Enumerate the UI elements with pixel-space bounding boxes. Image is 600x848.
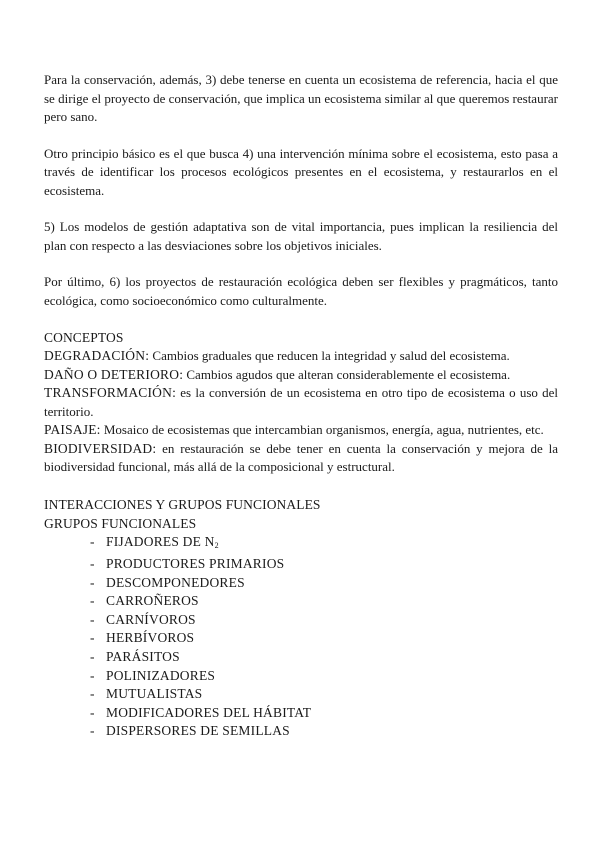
list-item-text: MODIFICADORES DEL HÁBITAT [106, 704, 312, 720]
paragraph-reference-ecosystem: Para la conservación, además, 3) debe tenerse en cuenta un ecosistema de referencia, hacia el que se dirige el proyecto de conservación, que implica un ecosistema similar al que queremos restaurar pero sano. [44, 72, 558, 124]
list-item [44, 685, 558, 704]
dash-bullet: - [90, 574, 95, 590]
concept-definition: es la conversión de un ecosistema en otro tipo de ecosistema o uso del territorio. [44, 385, 559, 419]
interactions-heading: INTERACCIONES Y GRUPOS FUNCIONALES [44, 496, 321, 512]
concept-item [44, 421, 558, 440]
functional-groups-section [44, 495, 558, 742]
list-item [44, 611, 558, 630]
concept-definition: en restauración se debe tener en cuenta la conservación y mejora de la biodiversidad funcional, más allá de la composicional y estructural. [44, 440, 558, 474]
concept-definition: Mosaico de ecosistemas que intercambian organismos, energía, agua, nutrientes, etc. [103, 422, 544, 437]
subscript-text: 2 [214, 540, 219, 550]
concept-item [44, 347, 558, 366]
concept-term: BIODIVERSIDAD: [44, 440, 157, 456]
list-item [44, 722, 558, 741]
paragraph-adaptive-management: 5) Los modelos de gestión adaptativa son de vital importancia, pues implican la resiliencia del plan con respecto a las desviaciones sobre los objetivos iniciales. [44, 219, 558, 253]
dash-bullet: - [90, 593, 95, 609]
concept-item [44, 366, 558, 385]
concept-definition: Cambios agudos que alteran considerablemente el ecosistema. [186, 366, 511, 382]
list-item-text: POLINIZADORES [106, 667, 216, 683]
paragraph-minimal-intervention: Otro principio básico es el que busca 4) una intervención mínima sobre el ecosistema, esto pasa a través de identificar los procesos ecológicos presentes en el ecosistema, y restaurarlos en el ecosistema. [44, 145, 558, 198]
list-item-text: CARROÑEROS [106, 593, 199, 609]
concept-term: PAISAJE: [44, 422, 101, 437]
dash-bullet: - [90, 611, 95, 627]
list-item-text: HERBÍVOROS [106, 630, 195, 646]
list-item-text: DESCOMPONEDORES [106, 574, 245, 590]
list-item [44, 555, 558, 574]
dash-bullet: - [90, 686, 95, 702]
list-item [44, 667, 558, 686]
list-item-text: MUTUALISTAS [106, 686, 203, 702]
list-item [44, 629, 558, 648]
concepts-section [44, 328, 558, 477]
concept-term: TRANSFORMACIÓN: [44, 385, 177, 400]
functional-groups-list [44, 533, 558, 742]
list-item-text: PRODUCTORES PRIMARIOS [106, 556, 285, 572]
page-content [44, 71, 558, 741]
list-item [44, 648, 558, 667]
concept-term: DEGRADACIÓN: [44, 348, 150, 363]
functional-groups-subheading: GRUPOS FUNCIONALES [44, 515, 197, 531]
concept-term: DAÑO O DETERIORO: [44, 366, 184, 382]
list-item-text: PARÁSITOS [106, 649, 180, 665]
concept-item [44, 440, 558, 477]
dash-bullet: - [90, 533, 95, 549]
dash-bullet: - [90, 723, 95, 739]
list-item [44, 574, 558, 593]
concept-definition: Cambios graduales que reducen la integridad y salud del ecosistema. [152, 348, 510, 363]
concepts-heading: CONCEPTOS [44, 330, 124, 345]
dash-bullet: - [90, 649, 95, 665]
list-item-text: DISPERSORES DE SEMILLAS [106, 723, 290, 739]
dash-bullet: - [90, 667, 95, 683]
list-item [44, 704, 558, 723]
paragraph-flexible-projects: Por último, 6) los proyectos de restauración ecológica deben ser flexibles y pragmáticos, tanto ecológica, como socioeconómico como culturalmente. [44, 274, 558, 308]
list-item-text: CARNÍVOROS [106, 611, 196, 627]
dash-bullet: - [90, 556, 95, 572]
list-item [44, 533, 558, 556]
dash-bullet: - [90, 630, 95, 646]
dash-bullet: - [90, 704, 95, 720]
concept-item [44, 384, 558, 421]
list-item [44, 592, 558, 611]
list-item-text: FIJADORES DE N [106, 533, 215, 549]
